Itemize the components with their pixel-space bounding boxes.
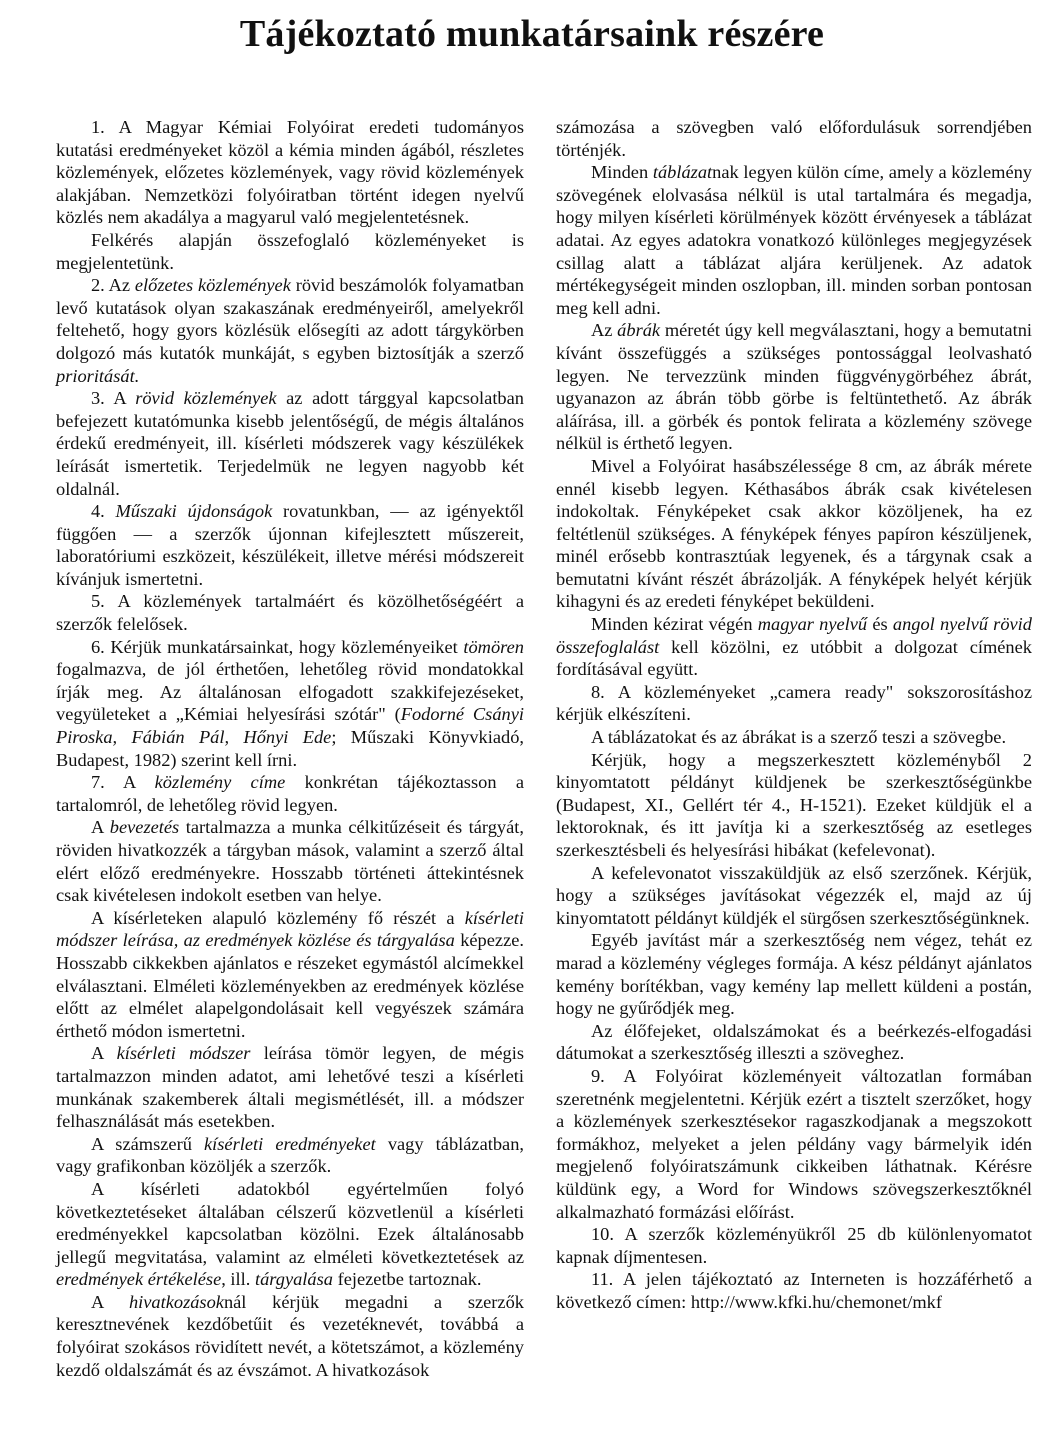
text-run: Minden kézirat végén — [590, 614, 758, 635]
text-run: nál kérjük megadni a szerzők keresztnevének kezdőbetűit és vezetéknevét, továbbá a folyóirat szokásos rövidített nevét, a kötetszámot, a közlemény kezdő oldalszámát és az évszámot. A hivatkozások — [56, 1291, 524, 1380]
text-run: A táblázatokat és az ábrákat is a szerző teszi a szövegbe. — [590, 727, 1007, 748]
text-run: A kísérleti adatokból egyértelműen folyó következtetéseket általában célszerű közvetlenül a kísérleti eredményekkel kapcsolatban közölni. Ezek általánosabb jellegű megvitatása, valamint az elméleti következtetések az — [56, 1178, 524, 1267]
text-run: méretét úgy kell megválasztani, hogy a bemutatni kívánt összefüggés a szükséges pontossággal leolvasható legyen. Ne tervezzünk minden függvénygörbéhez ábrát, ugyanazon az ábrán több görbe is feltüntethető. Az ábrák aláírása, ill. a görbék és pontok felirata a közlemény szövege nélkül is érthető legyen. — [556, 320, 1032, 454]
paragraph — [56, 1042, 524, 1132]
paragraph — [556, 726, 1032, 749]
text-run: 3. A — [90, 388, 136, 409]
text-run: kell közölni, ez utóbbit a dolgozat címének fordításával együtt. — [556, 636, 1032, 680]
paragraph — [556, 319, 1032, 455]
text-run: Minden — [590, 162, 653, 183]
text-run: Felkérés alapján összefoglaló közleményeket is megjelentetünk. — [56, 229, 524, 273]
italic-text-run: Fodorné Csányi Piroska, Fábián Pál, Hőnyi Ede — [56, 704, 524, 748]
right-column — [556, 116, 1032, 1313]
text-run: vagy táblázatban, vagy grafikonban közöljék a szerzők. — [56, 1133, 524, 1177]
text-run: 1. A Magyar Kémiai Folyóirat eredeti tudományos kutatási eredményeket közöl a kémia minden ágából, részletes közlemények, előzetes közlemények, vagy rövid közlemények alakjában. Nemzetközi folyóiratban történt idegen nyelvű közlés nem akadálya a magyarul való megjelentetésnek. — [56, 117, 524, 228]
paragraph — [56, 771, 524, 816]
text-run: A kefelevonatot visszaküldjük az első szerzőnek. Kérjük, hogy a szükséges javításokat végezzék el, majd az új kinyomtatott példányt küldjék el sürgősen szerkesztőségünknek. — [556, 862, 1032, 928]
text-run: Mivel a Folyóirat hasábszélessége 8 cm, az ábrák mérete ennél kisebb legyen. Kéthasábos ábrák csak kivételesen indokoltak. Fényképeket csak akkor közöljenek, ha ez feltétlenül szükséges. A fényképek fényes papíron készüljenek, minél erősebb kontrasztúak legyenek, és a tárgynak csak a bemutatni kívánt részét ábrázolják. A fényképek helyét kérjük kihagyni és az eredeti fényképet beküldeni. — [556, 455, 1032, 612]
text-run: 2. Az — [90, 275, 135, 296]
italic-text-run: kísérleti módszer — [116, 1043, 251, 1064]
paragraph — [56, 1291, 524, 1381]
paragraph — [56, 1178, 524, 1291]
paragraph — [556, 116, 1032, 161]
paragraph — [56, 816, 524, 906]
text-run: 5. A közlemények tartalmáért és közölhetőségéért a szerzők felelősek. — [56, 591, 524, 635]
text-run: A kísérleteken alapuló közlemény fő részét a — [90, 907, 465, 928]
left-column — [56, 116, 524, 1381]
paragraph — [556, 1223, 1032, 1268]
paragraph — [556, 455, 1032, 613]
text-run: konkrétan tájékoztasson a tartalomról, de lehetőleg rövid legyen. — [56, 772, 524, 815]
text-run: rövid beszámolók folyamatban levő kutatások olyan szakaszának eredményeiről, amelyekről feltehető, hogy gyors közlésük elősegíti az adott tárgykörben dolgozó más kutatók munkáját, s egyben biztosítják a szerző — [56, 275, 525, 363]
text-run: A számszerű — [90, 1133, 204, 1154]
italic-text-run: ábrák — [617, 320, 661, 341]
text-run: 10. A szerzők közleményükről 25 db különlenyomatot kapnak díjmentesen. — [556, 1224, 1032, 1267]
italic-text-run: rövid közlemények — [135, 388, 277, 409]
text-run: Egyéb javítást már a szerkesztőség nem végez, tehát ez marad a közlemény végleges formája. A kész példányt ajánlatos kemény borítékban, vagy kemény lap mellett küldeni a postán, hogy ne gyűrődjék meg. — [556, 930, 1032, 1019]
text-run: rovatunkban, — az igényektől függően — a szerzők újonnan kifejlesztett műszereit, laboratóriumi eszközeit, készülékeit, illetve mérési módszereit kívánjuk ismertetni. — [56, 501, 525, 589]
paragraph — [556, 1020, 1032, 1065]
italic-text-run: előzetes közlemények — [134, 275, 291, 296]
paragraph — [56, 590, 524, 635]
italic-text-run: hivatkozások — [128, 1291, 224, 1312]
text-run: Az — [590, 320, 618, 341]
text-run: az adott tárggyal kapcsolatban befejezett kutatómunka kisebb jelentőségű, de mégis általános érdekű eredményeit, ill. kísérleti módszerek vagy készülékek leírását ismertetik. Terjedelmük ne legyen nagyobb két oldalnál. — [56, 388, 524, 499]
paragraph — [556, 1065, 1032, 1223]
text-run: képezze. Hosszabb cikkekben ajánlatos e részeket egymástól alcímekkel elválasztani. Elméleti közleményekben az eredmények közlése előtt az elmélet alapelgondolásait kell vegyészek számára érthető módon ismertetni. — [56, 930, 524, 1041]
page-title: Tájékoztató munkatársaink részére — [239, 13, 825, 55]
italic-text-run: angol nyelvű rövid összefoglalást — [556, 614, 1032, 657]
text-run: Kérjük, hogy a megszerkesztett közleményből 2 kinyomtatott példányt küldjenek be szerkesztőségünkbe (Budapest, XI., Gellért tér 4., H-1521). Ezeket küldjük el a lektoroknak, és itt javítja ki a szerkesztőség az esetleges szerkesztésbeli és helyesírási hibákat (kefelevonat). — [556, 749, 1032, 860]
text-run: A — [90, 817, 110, 838]
italic-text-run: közlemény címe — [154, 772, 286, 793]
paragraph — [56, 387, 524, 500]
italic-text-run: tárgyalása — [254, 1269, 333, 1290]
italic-text-run: táblázat — [652, 162, 713, 183]
text-run: 9. A Folyóirat közleményeit változatlan formában szeretnénk megjelentetni. Kérjük ezért a tisztelt szerzőket, hogy a közlemények szerkesztésekor ragaszkodjanak a megszokott formákhoz, melyeket a jelen példány vagy bármelyik idén megjelenő folyóiratszámunk cikkeiben láthatnak. Kérésre küldünk egy, a Word for Windows szövegszerkesztőknél alkalmazható formázási előírást. — [556, 1065, 1032, 1222]
italic-text-run: tömören — [463, 636, 524, 657]
text-run: számozása a szövegben való előfordulásuk sorrendjében történjék. — [556, 117, 1032, 160]
paragraph — [556, 749, 1032, 862]
italic-text-run: magyar nyelvű — [757, 614, 868, 635]
italic-text-run: Műszaki újdonságok — [115, 501, 273, 522]
text-run: ; Műszaki Könyvkiadó, Budapest, 1982) szerint kell írni. — [56, 727, 524, 770]
paragraph — [56, 1133, 524, 1178]
text-run: leírása tömör legyen, de mégis tartalmazzon minden adatot, ami lehetővé teszi a kísérleti munkának szakemberek általi megismétlését, ill. a módszer felhasználását más esetekben. — [56, 1043, 524, 1132]
text-run: 8. A közleményeket „camera ready" sokszorosításhoz kérjük elkészíteni. — [556, 681, 1032, 725]
text-run: és — [867, 614, 893, 635]
text-run: A — [90, 1291, 129, 1312]
paragraph — [56, 229, 524, 274]
text-run: 4. — [90, 501, 116, 522]
paragraph — [56, 116, 524, 229]
italic-text-run: kísérleti módszer leírása, az eredmények közlése és tárgyalása — [56, 907, 524, 951]
text-run: fejezetbe tartoznak. — [332, 1269, 482, 1290]
text-run: nak legyen külön címe, amely a közlemény szövegének elolvasása nélkül is utal tartalmára és megadja, hogy milyen kísérleti körülmények között érvényesek a táblázat adatai. Az egyes adatokra vonatkozó különleges megjegyzések csillag alatt a táblázat aljára kerüljenek. Az adatok mértékegységeit minden oszlopban, ill. minden sorban pontosan meg kell adni. — [556, 162, 1032, 318]
italic-text-run: prioritását. — [56, 365, 140, 386]
text-run: 6. Kérjük munkatársainkat, hogy közleményeiket — [90, 636, 464, 657]
paragraph — [556, 862, 1032, 930]
text-run: tartalmazza a munka célkitűzéseit és tárgyát, röviden hivatkozzék a tárgyban mások, valamint a szerző által elért előző eredményekre. Hosszabb történeti áttekintésnek csak kivételesen indokolt esetben van helye. — [56, 817, 524, 906]
paragraph — [56, 907, 524, 1043]
text-run: 11. A jelen tájékoztató az Interneten is hozzáférhető a következő címen: http://www.kfki.hu/chemonet/mkf — [556, 1269, 1032, 1312]
paragraph — [556, 1268, 1032, 1313]
paragraph — [556, 929, 1032, 1019]
italic-text-run: eredmények értékelése — [56, 1269, 222, 1290]
italic-text-run: kísérleti eredményeket — [204, 1133, 376, 1154]
paragraph — [556, 613, 1032, 681]
paragraph — [56, 500, 524, 590]
paragraph — [56, 274, 524, 387]
italic-text-run: bevezetés — [109, 817, 180, 838]
text-run: 7. A — [90, 772, 155, 793]
text-run: Az élőfejeket, oldalszámokat és a beérkezés-elfogadási dátumokat a szerkesztőség illeszti a szöveghez. — [556, 1020, 1032, 1064]
paragraph — [556, 681, 1032, 726]
paragraph — [56, 636, 524, 772]
text-run: , ill. — [221, 1269, 255, 1290]
paragraph — [556, 161, 1032, 319]
text-run: A — [90, 1043, 117, 1064]
text-run: fogalmazva, de jól érthetően, lehetőleg rövid mondatokkal írják meg. Az általánosan elfogadott szakkifejezéseket, vegyületeket a „Kémiai helyesírási szótár" ( — [56, 659, 524, 725]
